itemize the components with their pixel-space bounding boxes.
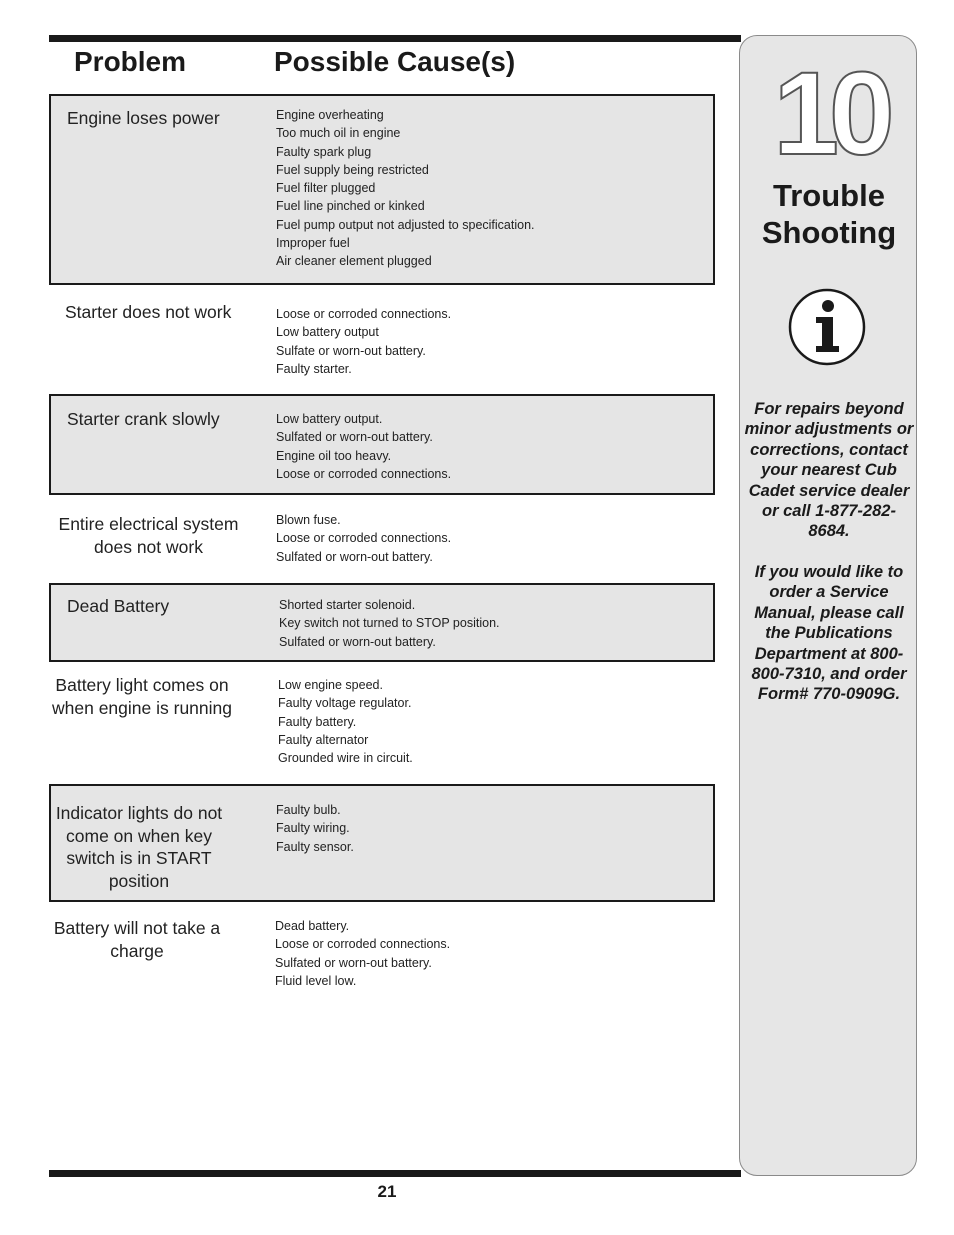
repairs-note: For repairs beyond minor adjustments or corrections, contact your nearest Cub Cadet service dealer or call 1-877-282-8684. (744, 400, 914, 541)
problem-text: Battery light comes on when engine is running (52, 675, 232, 718)
causes-list (276, 305, 451, 378)
cause-item: Blown fuse. (276, 513, 341, 527)
bottom-rule (49, 1170, 741, 1177)
problem-text: Battery will not take a charge (53, 918, 221, 961)
cause-item: Fluid level low. (275, 973, 357, 988)
table-row (49, 784, 715, 902)
cause-item: Sulfated or worn-out battery. (276, 430, 433, 445)
chapter-sidebar (739, 35, 917, 1176)
cause-item: Loose or corroded connections. (276, 307, 452, 321)
cause-item: Faulty sensor. (276, 839, 354, 854)
chapter-number: 10 (773, 48, 885, 180)
table-row (49, 503, 715, 581)
cause-item: Low engine speed. (278, 678, 383, 692)
causes-list (275, 917, 450, 990)
table-row (49, 664, 715, 780)
top-rule (49, 35, 741, 42)
cause-item: Sulfate or worn-out battery. (276, 343, 426, 358)
problem-text: Indicator lights do not come on when key switch is in START position (55, 803, 223, 891)
cause-item: Low battery output. (276, 412, 383, 426)
cause-item: Improper fuel (276, 236, 350, 251)
cause-item: Faulty starter. (276, 361, 352, 376)
causes-list (276, 801, 354, 856)
causes-list (276, 410, 451, 483)
problem-text: Starter crank slowly (67, 409, 220, 429)
causes-list (278, 676, 413, 767)
causes-list (279, 596, 500, 651)
problem-text: Entire electrical system does not work (58, 514, 239, 557)
cause-item: Key switch not turned to STOP position. (279, 616, 500, 631)
causes-list (276, 106, 535, 271)
table-row (49, 907, 715, 1002)
cause-item: Faulty alternator (278, 732, 369, 747)
cause-item: Low battery output (276, 325, 379, 340)
cause-item: Dead battery. (275, 919, 350, 933)
cause-item: Loose or corroded connections. (276, 466, 452, 481)
cause-item: Shorted starter solenoid. (279, 598, 416, 612)
cause-item: Fuel pump output not adjusted to specification. (276, 217, 535, 232)
cause-item: Faulty voltage regulator. (278, 696, 412, 711)
cause-item: Sulfated or worn-out battery. (279, 634, 436, 649)
problem-text: Starter does not work (65, 302, 232, 322)
chapter-title: Trouble Shooting (761, 178, 897, 250)
cause-item: Loose or corroded connections. (275, 937, 451, 952)
table-row (49, 583, 715, 662)
cause-item: Faulty bulb. (276, 803, 341, 817)
cause-item: Fuel line pinched or kinked (276, 199, 425, 214)
page-number: 21 (377, 1182, 397, 1201)
cause-item: Faulty spark plug (276, 144, 372, 159)
cause-item: Engine oil too heavy. (276, 448, 392, 463)
problem-text: Dead Battery (67, 596, 170, 616)
problem-column-header: Problem (74, 46, 187, 77)
table-row (49, 296, 715, 391)
cause-item: Faulty battery. (278, 714, 357, 729)
problem-text: Engine loses power (67, 108, 220, 128)
cause-item: Fuel supply being restricted (276, 162, 429, 177)
info-icon (788, 288, 866, 371)
cause-item: Too much oil in engine (276, 126, 401, 141)
table-row (49, 94, 715, 285)
cause-item: Air cleaner element plugged (276, 254, 432, 269)
cause-item: Loose or corroded connections. (276, 531, 452, 546)
cause-item: Grounded wire in circuit. (278, 751, 413, 766)
table-row (49, 394, 715, 495)
cause-item: Fuel filter plugged (276, 181, 376, 196)
cause-item: Sulfated or worn-out battery. (275, 955, 432, 970)
cause-item: Sulfated or worn-out battery. (276, 549, 433, 564)
cause-item: Engine overheating (276, 108, 384, 122)
order-manual-note: If you would like to order a Service Manual, please call the Publications Department at 800-800-7310, and order Form# 770-0909G. (751, 563, 907, 704)
causes-list (276, 511, 451, 566)
cause-item: Faulty wiring. (276, 821, 350, 836)
causes-column-header: Possible Cause(s) (274, 46, 516, 77)
